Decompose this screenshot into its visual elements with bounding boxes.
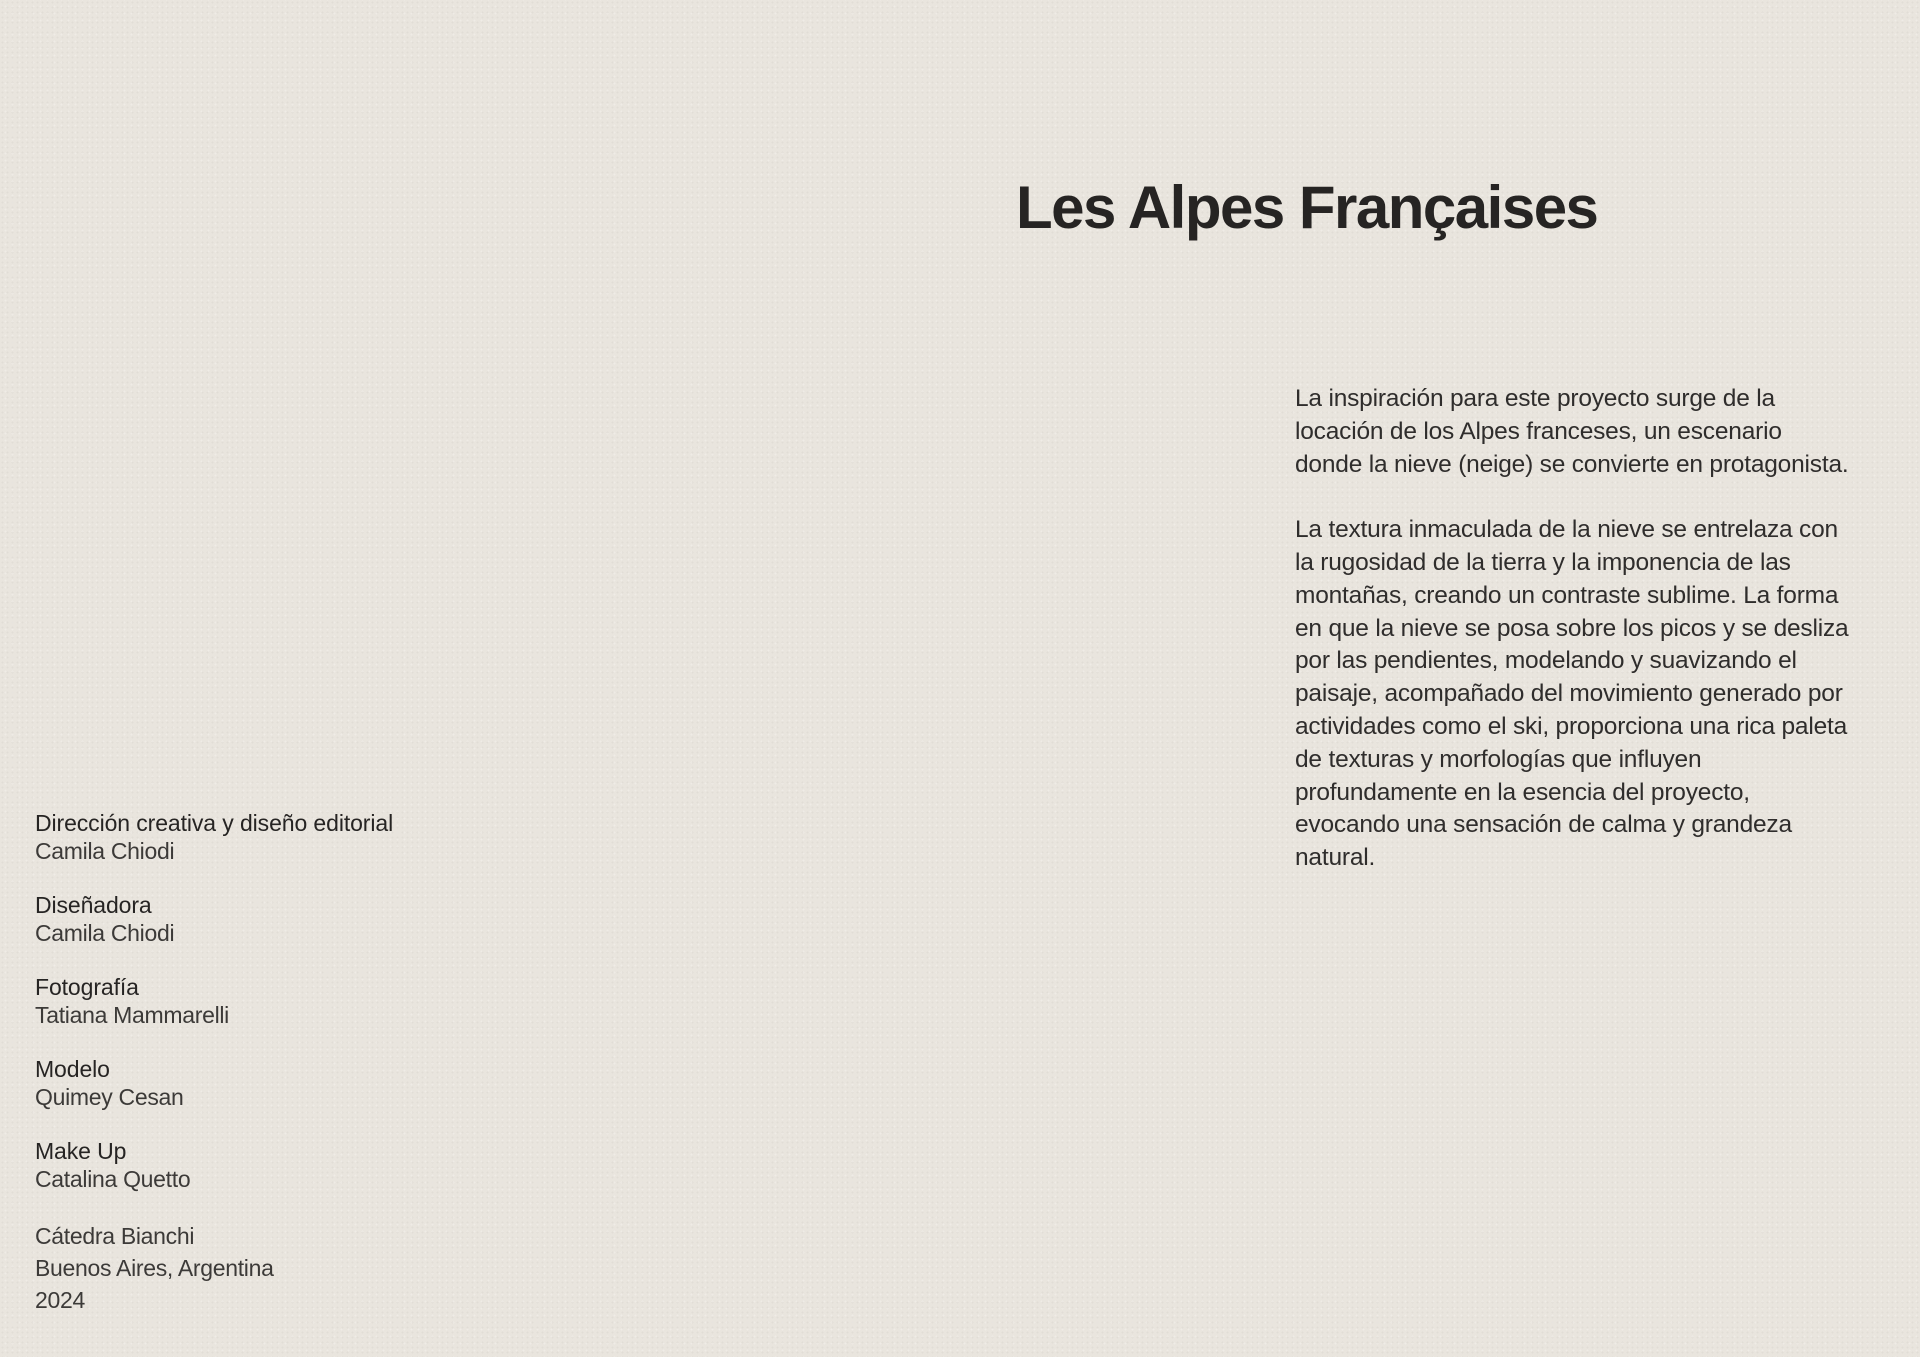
credit-role: Fotografía bbox=[35, 974, 139, 1000]
credit-designer bbox=[35, 892, 555, 947]
credits-block bbox=[35, 810, 555, 1316]
credit-name: Quimey Cesan bbox=[35, 1083, 184, 1110]
credit-model bbox=[35, 1056, 555, 1111]
spread-title: Les Alpes Françaises bbox=[1016, 174, 1598, 241]
colophon bbox=[35, 1220, 555, 1316]
credit-makeup bbox=[35, 1138, 555, 1193]
credit-creative-direction bbox=[35, 810, 555, 865]
credit-role: Diseñadora bbox=[35, 892, 152, 918]
colophon-location: Buenos Aires, Argentina bbox=[35, 1255, 274, 1281]
intro-text bbox=[1295, 383, 1855, 908]
credit-role: Dirección creativa y diseño editorial bbox=[35, 810, 394, 836]
colophon-year: 2024 bbox=[35, 1287, 85, 1313]
credit-name: Camila Chiodi bbox=[35, 919, 175, 946]
intro-paragraph-1: La inspiración para este proyecto surge de la locación de los Alpes franceses, un escenario donde la nieve (neige) se convierte en protagonista. bbox=[1295, 385, 1849, 478]
credit-name: Catalina Quetto bbox=[35, 1165, 191, 1192]
colophon-chair: Cátedra Bianchi bbox=[35, 1223, 195, 1249]
intro-paragraph-2: La textura inmaculada de la nieve se entrelaza con la rugosidad de la tierra y la imponencia de las montañas, creando un contraste sublime. La forma en que la nieve se posa sobre los picos y se desliza por las pendientes, modelando y suavizando el paisaje, acompañado del movimiento generado por actividades como el ski, proporciona una rica paleta de texturas y morfologías que influyen profundamente en la esencia del proyecto, evocando una sensación de calma y grandeza natural. bbox=[1295, 516, 1849, 872]
credit-role: Modelo bbox=[35, 1056, 110, 1082]
credit-role: Make Up bbox=[35, 1138, 127, 1164]
credit-name: Camila Chiodi bbox=[35, 837, 175, 864]
credit-name: Tatiana Mammarelli bbox=[35, 1001, 229, 1028]
credit-photography bbox=[35, 974, 555, 1029]
